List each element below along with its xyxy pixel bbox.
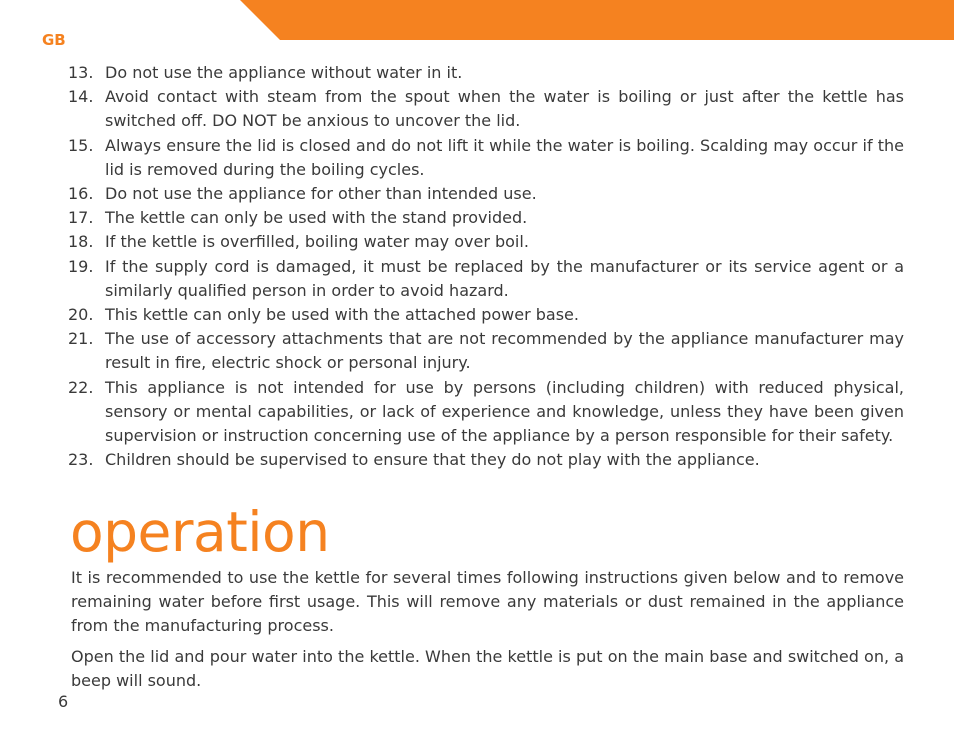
list-item xyxy=(68,206,904,230)
header-orange-shape xyxy=(240,0,954,40)
item-text: Avoid contact with steam from the spout when the water is boiling or just after the kettle has switched off. DO NOT be anxious to uncover the lid. xyxy=(105,87,904,131)
item-number: 17. xyxy=(68,208,94,228)
item-number: 20. xyxy=(68,305,94,325)
item-number: 23. xyxy=(68,450,94,470)
item-number: 15. xyxy=(68,135,94,155)
language-label: GB xyxy=(42,31,66,49)
item-text: If the kettle is overfilled, boiling water may over boil. xyxy=(105,232,529,252)
list-item xyxy=(68,327,904,375)
list-item xyxy=(68,134,904,182)
item-text: Always ensure the lid is closed and do not lift it while the water is boiling. Scalding may occur if the lid is removed during the boiling cycles. xyxy=(105,135,904,179)
item-text: Do not use the appliance for other than intended use. xyxy=(105,184,537,204)
item-text: The use of accessory attachments that are not recommended by the appliance manufacturer may result in fire, electric shock or personal injury. xyxy=(105,329,904,373)
safety-instructions-list xyxy=(68,61,904,472)
page-number: 6 xyxy=(58,692,69,711)
list-item xyxy=(68,230,904,254)
list-item xyxy=(68,61,904,85)
item-text: This appliance is not intended for use by persons (including children) with reduced physical, sensory or mental capabilities, or lack of experience and knowledge, unless they have been given supervision or instruction concerning use of the appliance by a person responsible for their safety. xyxy=(105,377,904,446)
section-paragraph: It is recommended to use the kettle for several times following instructions given below and to remove remaining water before first usage. This will remove any materials or dust remained in the appliance from the manufacturing process. xyxy=(71,568,904,636)
list-item xyxy=(68,182,904,206)
item-number: 22. xyxy=(68,377,94,397)
list-item xyxy=(68,85,904,133)
item-text: The kettle can only be used with the stand provided. xyxy=(105,208,528,228)
item-number: 19. xyxy=(68,256,94,276)
list-item xyxy=(68,376,904,449)
header-orange-band xyxy=(0,0,954,40)
item-text: Do not use the appliance without water in it. xyxy=(105,63,463,82)
list-item xyxy=(68,255,904,303)
item-number: 14. xyxy=(68,87,94,107)
list-item xyxy=(68,448,904,472)
section-paragraph: Open the lid and pour water into the kettle. When the kettle is put on the main base and switched on, a beep will sound. xyxy=(71,647,904,691)
item-text: This kettle can only be used with the attached power base. xyxy=(105,305,579,325)
item-number: 18. xyxy=(68,232,94,252)
section-heading: operation xyxy=(70,500,330,564)
item-number: 13. xyxy=(68,63,94,82)
list-item xyxy=(68,303,904,327)
item-text: Children should be supervised to ensure that they do not play with the appliance. xyxy=(105,450,760,470)
item-number: 16. xyxy=(68,184,94,204)
item-number: 21. xyxy=(68,329,94,349)
item-text: If the supply cord is damaged, it must be replaced by the manufacturer or its service agent or a similarly qualified person in order to avoid hazard. xyxy=(105,256,904,300)
